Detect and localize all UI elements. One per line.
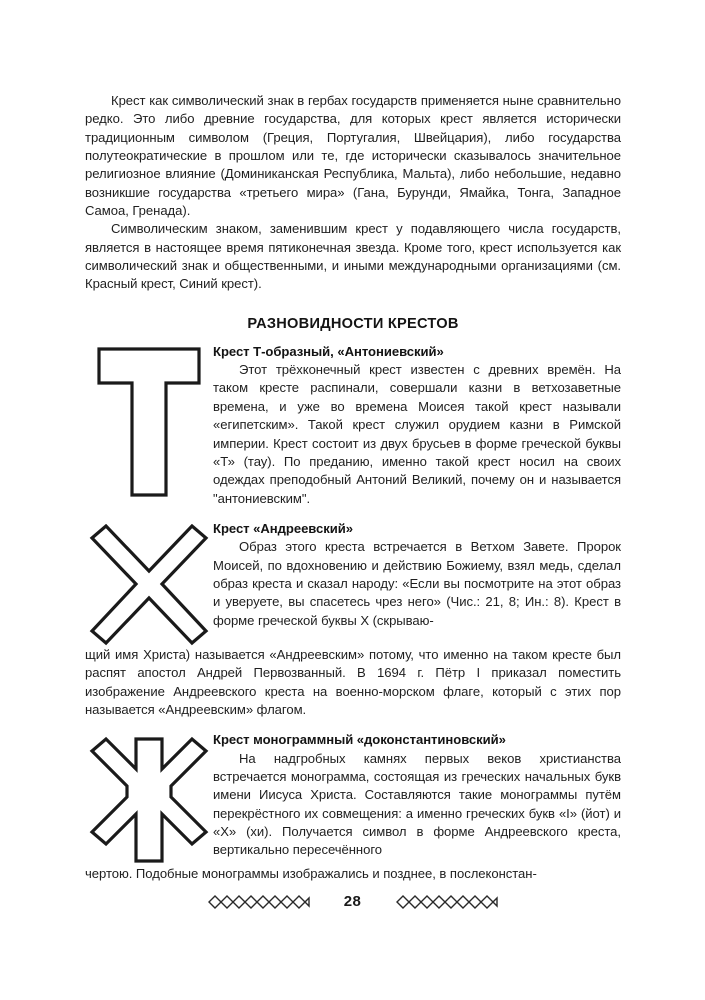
- tau-cross-title: Крест Т-образный, «Антониевский»: [213, 343, 444, 359]
- page-number: 28: [343, 893, 362, 910]
- saltire-cross-title: Крест «Андреевский»: [213, 520, 353, 536]
- tau-cross-text: [213, 343, 621, 508]
- monogram-cross-body: На надгробных камнях первых веков христианства встречается монограмма, состоящая из греческих начальных букв имени Иисуса Христа. Составляются такие монограммы путём перекрёстного их совмещения: а именно греческих букв «I» (йот) и «Х» (хи). Получается символ в форме Андреевского креста, вертикально пересечённого: [213, 750, 621, 858]
- intro-paragraph-1: Крест как символический знак в гербах государств применяется ныне сравнительно редко. Это либо древние государства, для которых крест является исторически традиционным символом (Греция, Португалия, Швейцария), либо государства полутеократические в прошлом или те, где исторически сказывалось значительное религиозное влияние (Доминиканская Республика, Мальта), либо небольшие, недавно возникшие государства «третьего мира» (Гана, Бурунди, Ямайка, Тонга, Западное Самоа, Гренада).: [85, 93, 621, 219]
- diamond-chain-icon: [395, 894, 499, 910]
- saltire-cross-icon: [89, 524, 209, 646]
- saltire-cross-body: Образ этого креста встречается в Ветхом Завете. Пророк Моисей, по вдохновению и действию Божиему, взял медь, сделал образ креста и сказал народу: «Если вы посмотрите на этот образ и уверуете, вы спасетесь чрез него» (Чис.: 21, 8; Ин.: 8). Крест в форме греческой буквы Х (скрываю-: [213, 539, 621, 628]
- tau-cross-icon: [97, 347, 201, 497]
- diamond-chain-ornament-left: [207, 894, 311, 910]
- page-footer: [0, 893, 705, 910]
- monogram-cross-figure: [85, 735, 213, 865]
- monogram-cross-title: Крест монограммный «доконстантиновский»: [213, 732, 506, 748]
- tau-cross-body: Этот трёхконечный крест известен с древних времён. На таком кресте распинали, совершали казни в ветхозаветные времена, и уже во времена Моисея такой крест называли «египетским». Такой крест служил орудием казни в Римской империи. Крест состоит из двух брусьев в форме греческой буквы «Т» (тау). По преданию, именно такой крест носил на своих одеждах преподобный Антоний Великий, почему он и называется "антониевским".: [213, 362, 621, 506]
- cross-entry-saltire: [85, 520, 621, 719]
- monogram-cross-text: [213, 731, 621, 859]
- saltire-cross-text: [213, 520, 621, 630]
- section-heading: РАЗНОВИДНОСТИ КРЕСТОВ: [247, 315, 459, 332]
- tau-cross-figure: [85, 347, 213, 497]
- diamond-chain-icon: [207, 894, 311, 910]
- page-content: [85, 92, 621, 884]
- intro-paragraph-2: Символическим знаком, заменившим крест у подавляющего числа государств, является в настоящее время пятиконечная звезда. Кроме того, крест используется как символический знак и общественными, и иными международными организациями (см. Красный крест, Синий крест).: [85, 221, 621, 292]
- diamond-chain-ornament-right: [395, 894, 499, 910]
- saltire-cross-tail: щий имя Христа) называется «Андреевским» потому, что именно на таком кресте был распят апостол Андрей Первозванный. В 1694 г. Пётр I приказал поместить изображение Андреевского креста на военно-морском флаге, который с этих пор называется «Андреевским» флагом.: [85, 646, 621, 717]
- saltire-cross-figure: [85, 524, 213, 646]
- cross-entry-tau: [85, 343, 621, 508]
- monogram-cross-icon: [88, 735, 210, 865]
- cross-entry-monogram: [85, 731, 621, 883]
- monogram-cross-tail: чертою. Подобные монограммы изображались и позднее, в послеконстан-: [85, 866, 537, 882]
